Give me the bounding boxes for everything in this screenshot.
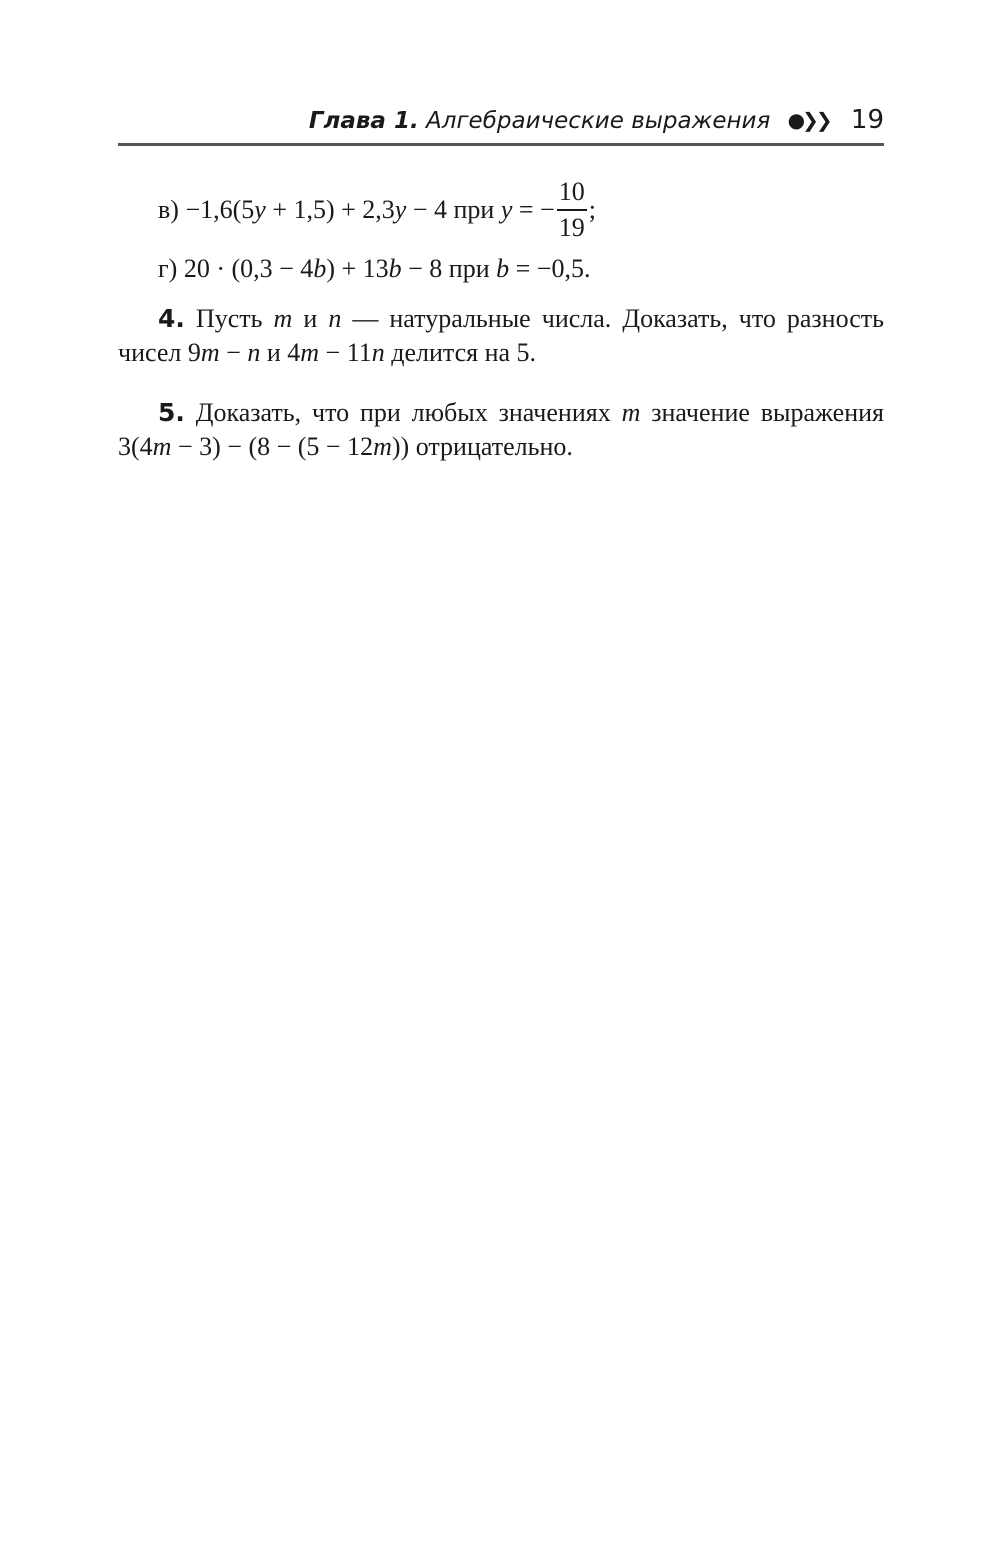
fraction-numerator: 10 [557, 175, 587, 211]
problem-text: − 3) − (8 − (5 − 12 [171, 432, 374, 461]
variable: y [500, 195, 513, 224]
fraction-denominator: 19 [558, 213, 585, 242]
chapter-ornament-icon: ●❯❯ [787, 108, 830, 132]
variable: m [621, 398, 641, 427]
exercise-item-g [118, 252, 884, 286]
variable: n [328, 304, 342, 333]
expression-text: + 1,5) + 2,3 [265, 195, 395, 224]
item-label: г) [158, 254, 178, 283]
problem-number: 5. [158, 398, 185, 427]
variable: y [394, 195, 407, 224]
expression-text: = −0,5. [509, 254, 591, 283]
problem-text: − [219, 338, 248, 367]
problem-text: Доказать, что при любых значениях [184, 398, 622, 427]
expression-text: − 4 при [406, 195, 501, 224]
chapter-title: Алгебраические выражения [426, 108, 771, 134]
variable: n [371, 338, 385, 367]
fraction [557, 175, 587, 245]
header-rule [118, 143, 884, 146]
problem-text: Пусть [184, 304, 274, 333]
problem-5 [118, 396, 884, 464]
problem-text: − 11 [319, 338, 372, 367]
variable: b [388, 254, 402, 283]
expression-text: − 8 при [401, 254, 497, 283]
variable: m [273, 304, 293, 333]
problem-text: )) отрицательно. [391, 432, 573, 461]
variable: b [313, 254, 327, 283]
page-number: 19 [850, 105, 884, 135]
expression-text: ) + 13 [326, 254, 389, 283]
variable: m [152, 432, 172, 461]
expression-end: ; [588, 195, 596, 224]
problem-text: — натуральные числа. Доказать, что разность чисел 9 [118, 304, 885, 367]
variable: y [254, 195, 266, 224]
expression-text: 20 · (0,3 − 4 [177, 254, 314, 283]
variable: b [496, 254, 510, 283]
variable: m [373, 432, 392, 461]
running-header [118, 100, 884, 140]
problem-text: делится на 5. [384, 338, 537, 367]
expression-text: = − [512, 195, 555, 224]
problem-text: значение выражения 3(4 [118, 398, 884, 461]
expression-text: −1,6(5 [178, 195, 255, 224]
chapter-label: Глава 1. [308, 108, 419, 134]
variable: m [300, 338, 320, 367]
page-body [118, 170, 884, 490]
problem-4 [118, 302, 884, 370]
variable: n [247, 338, 261, 367]
problem-number: 4. [158, 304, 185, 333]
item-label: в) [158, 195, 179, 224]
problem-text: и 4 [260, 338, 301, 367]
problem-text: и [292, 304, 329, 333]
exercise-item-v [118, 170, 884, 250]
variable: m [200, 338, 220, 367]
